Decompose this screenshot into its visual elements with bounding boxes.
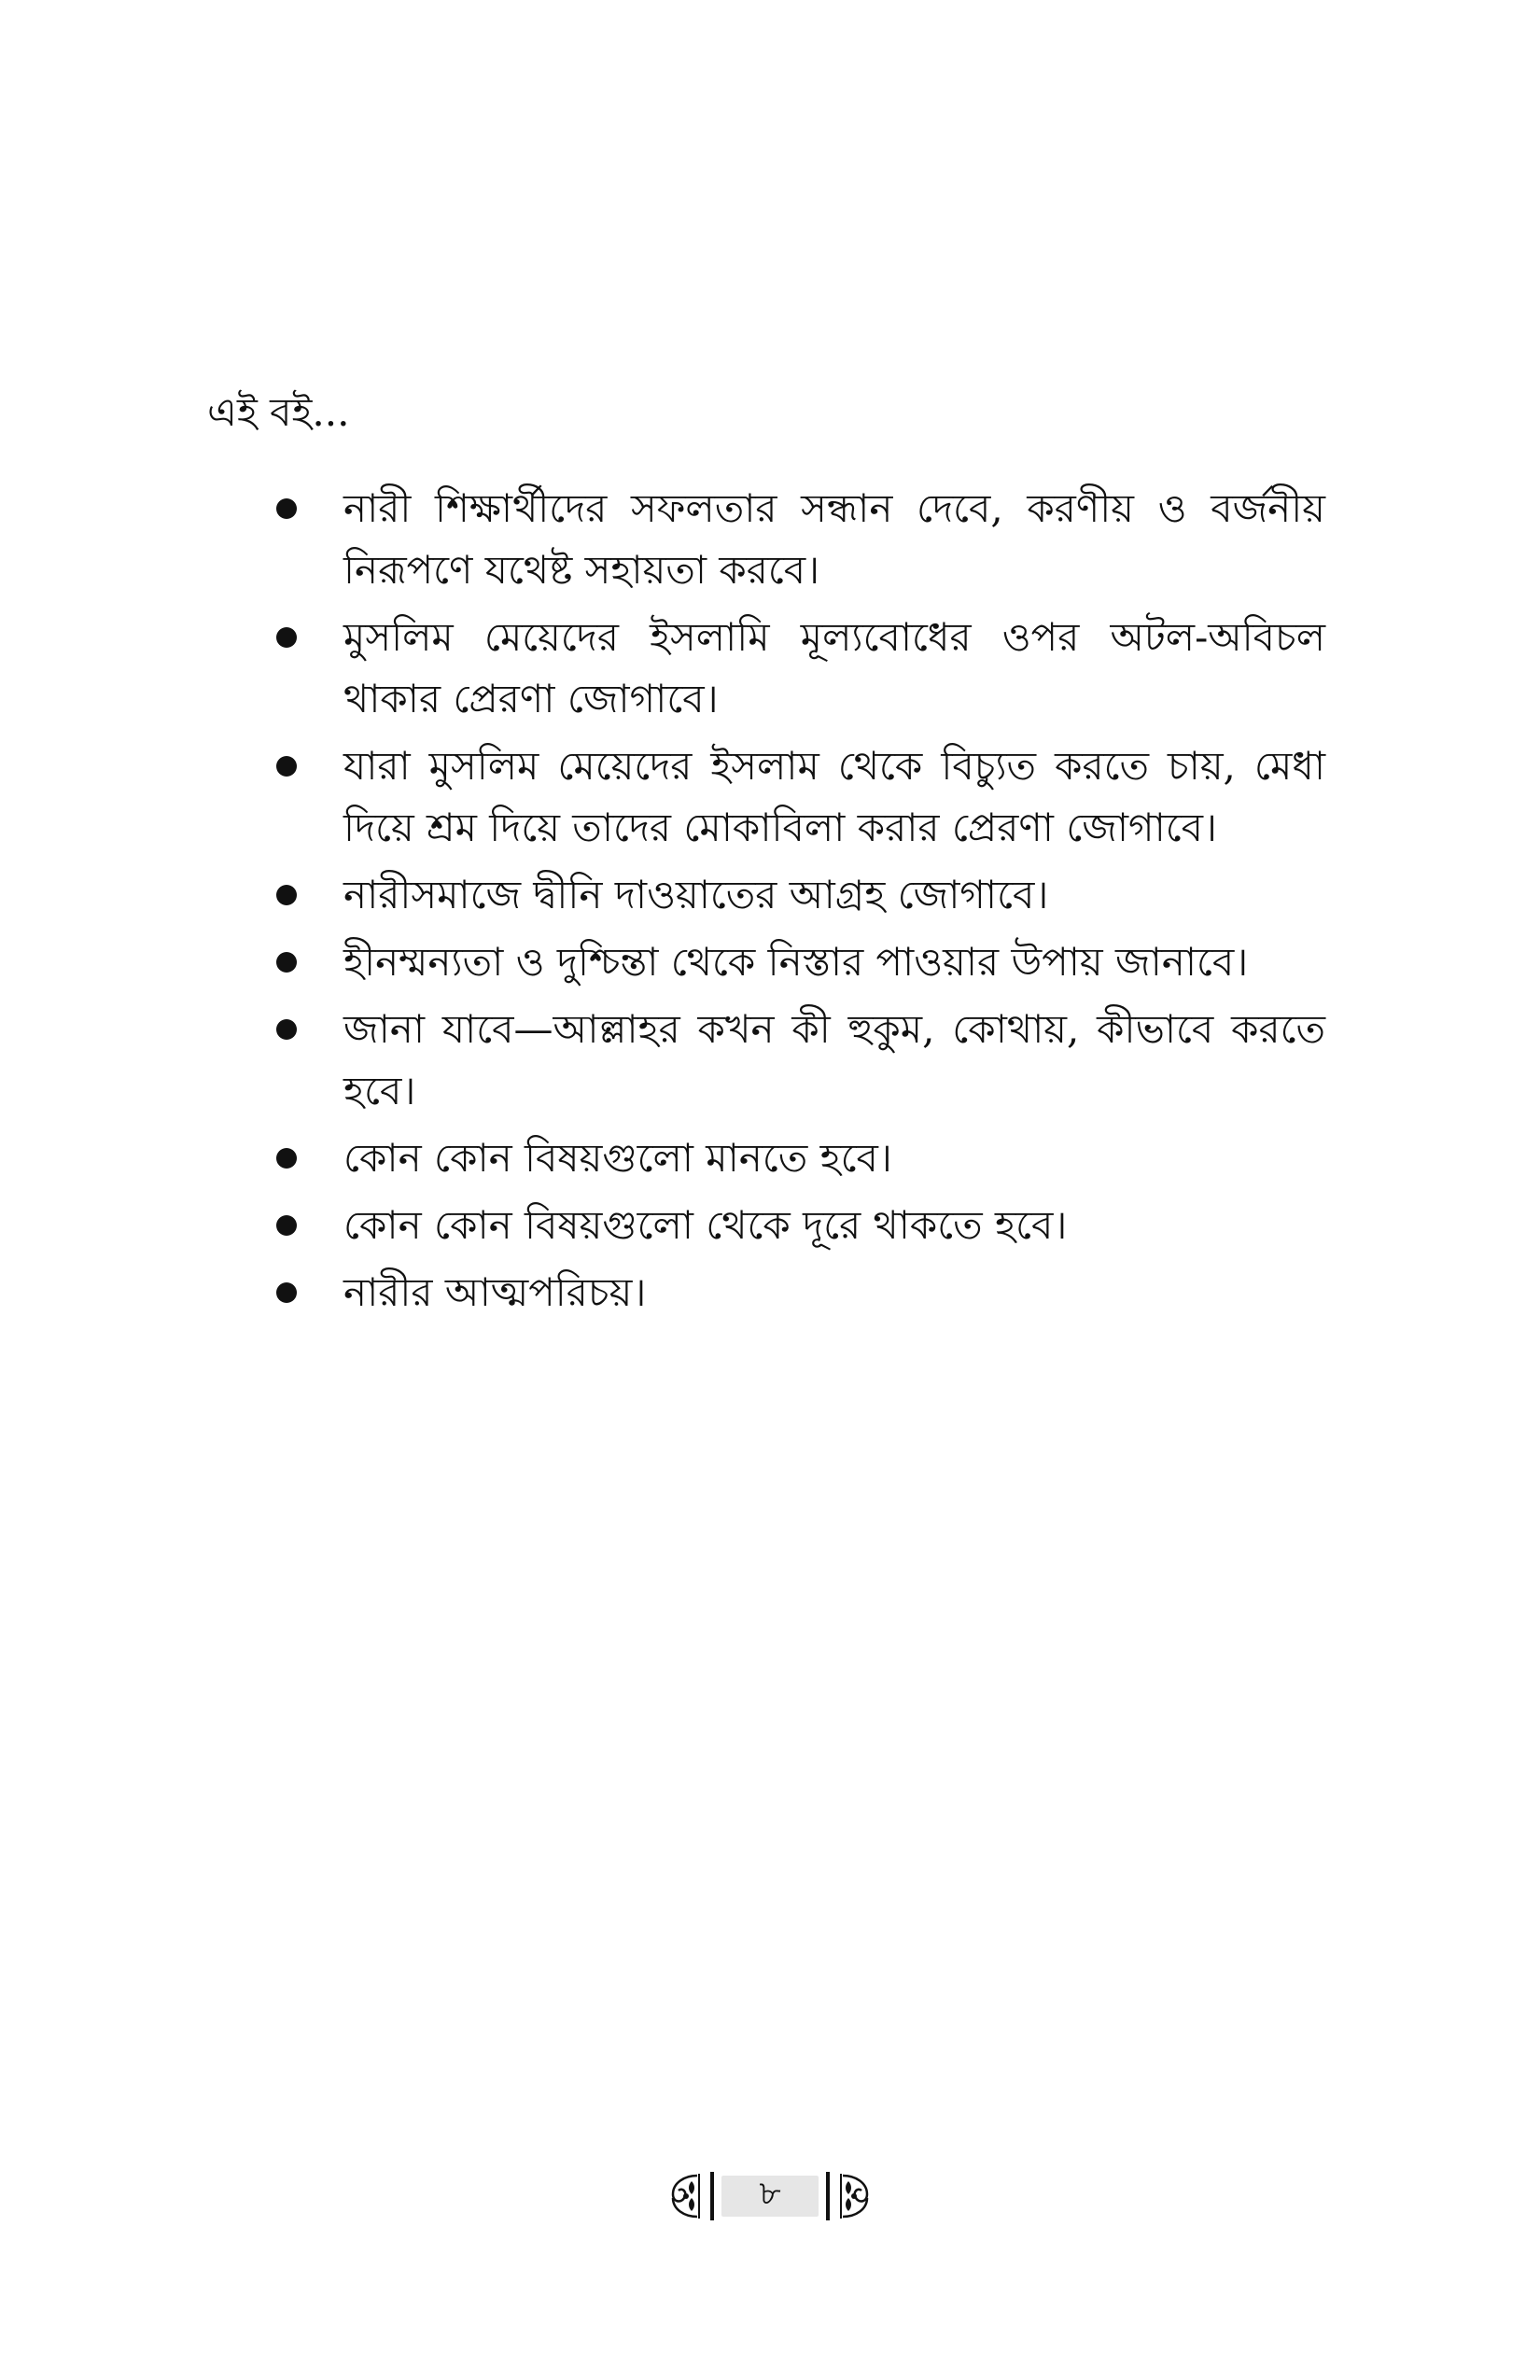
bullet-icon: [276, 627, 297, 648]
page-number: ৮: [721, 2176, 819, 2217]
list-item-text: জানা যাবে—আল্লাহর কখন কী হুকুম, কোথায়, কীভাবে করতে হবে।: [343, 1006, 1325, 1113]
list-item: [271, 607, 1325, 730]
list-item: [271, 931, 1325, 993]
folio: [665, 2172, 875, 2220]
bullet-icon: [276, 1148, 297, 1169]
bullet-icon: [276, 756, 297, 777]
bullet-icon: [276, 885, 297, 905]
list-item-text: নারী শিক্ষার্থীদের সফলতার সন্ধান দেবে, করণীয় ও বর্জনীয় নিরূপণে যথেষ্ট সহায়তা করবে।: [343, 485, 1325, 593]
list-item-text: কোন কোন বিষয়গুলো থেকে দূরে থাকতে হবে।: [343, 1202, 1068, 1248]
bullet-icon: [276, 952, 297, 973]
divider-bar: [826, 2172, 830, 2220]
list-item-text: কোন কোন বিষয়গুলো মানতে হবে।: [343, 1135, 892, 1181]
floral-ornament-icon: [837, 2172, 875, 2220]
list-item-text: নারীসমাজে দ্বীনি দাওয়াতের আগ্রহ জোগাবে।: [343, 872, 1049, 917]
list-item-text: যারা মুসলিম মেয়েদের ইসলাম থেকে বিচ্যুত করতে চায়, মেধা দিয়ে শ্রম দিয়ে তাদের মোকাবিলা করার প্রেরণা জোগাবে।: [343, 743, 1325, 850]
section-heading: এই বই...: [207, 389, 350, 435]
list-item: [271, 999, 1325, 1122]
list-item: [271, 1127, 1325, 1189]
feature-list: [271, 478, 1325, 1329]
divider-bar: [710, 2172, 714, 2220]
list-item: [271, 864, 1325, 926]
bullet-icon: [276, 498, 297, 519]
bullet-icon: [276, 1282, 297, 1303]
list-item: [271, 1262, 1325, 1323]
list-item: [271, 735, 1325, 859]
bullet-icon: [276, 1215, 297, 1236]
list-item-text: মুসলিম মেয়েদের ইসলামি মূল্যবোধের ওপর অটল-অবিচল থাকার প্রেরণা জোগাবে।: [343, 614, 1325, 721]
list-item-text: হীনম্মন্যতা ও দুশ্চিন্তা থেকে নিস্তার পাওয়ার উপায় জানাবে।: [343, 939, 1249, 985]
list-item: [271, 478, 1325, 601]
list-item: [271, 1195, 1325, 1256]
list-item-text: নারীর আত্মপরিচয়।: [343, 1269, 647, 1315]
page-footer: [0, 2163, 1540, 2229]
bullet-icon: [276, 1019, 297, 1040]
floral-ornament-icon: [665, 2172, 703, 2220]
